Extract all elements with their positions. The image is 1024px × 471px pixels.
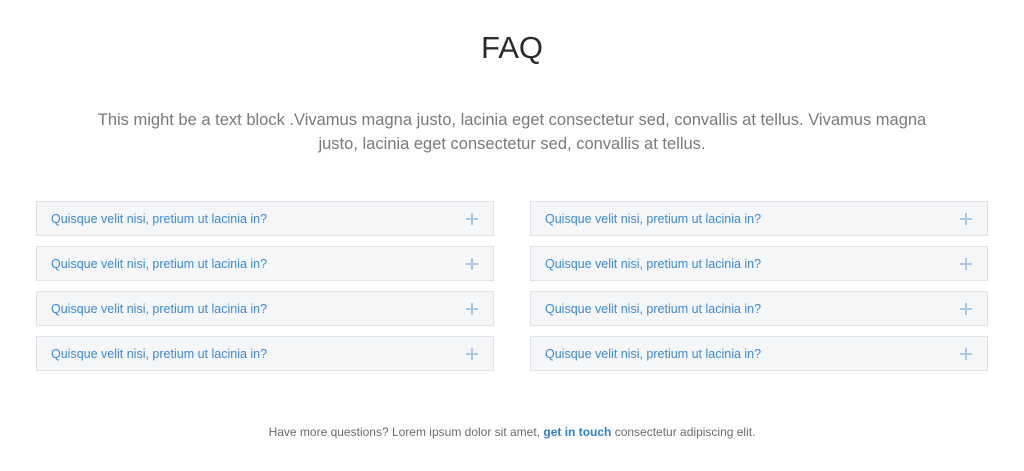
faq-item[interactable]: [530, 201, 988, 236]
faq-question: Quisque velit nisi, pretium ut lacinia in?: [545, 346, 762, 361]
page-title: FAQ: [480, 30, 543, 65]
plus-icon[interactable]: [466, 303, 478, 315]
faq-question: Quisque velit nisi, pretium ut lacinia in?: [545, 256, 762, 271]
footer-text: [0, 425, 1024, 439]
faq-column-right: [530, 201, 988, 371]
faq-item[interactable]: [530, 291, 988, 326]
plus-icon[interactable]: [960, 213, 972, 225]
plus-icon[interactable]: [960, 258, 972, 270]
faq-column-left: [36, 201, 494, 371]
get-in-touch-link[interactable]: get in touch: [543, 425, 612, 439]
faq-question: Quisque velit nisi, pretium ut lacinia in?: [51, 301, 268, 316]
faq-item[interactable]: [530, 336, 988, 371]
faq-item[interactable]: [36, 336, 494, 371]
faq-question: Quisque velit nisi, pretium ut lacinia in?: [51, 256, 268, 271]
faq-question: Quisque velit nisi, pretium ut lacinia in?: [51, 211, 268, 226]
footer-text-before: Have more questions? Lorem ipsum dolor sit amet,: [268, 425, 544, 439]
faq-question: Quisque velit nisi, pretium ut lacinia in?: [545, 301, 762, 316]
faq-question: Quisque velit nisi, pretium ut lacinia in?: [51, 346, 268, 361]
faq-question: Quisque velit nisi, pretium ut lacinia in?: [545, 211, 762, 226]
plus-icon[interactable]: [466, 213, 478, 225]
plus-icon[interactable]: [466, 258, 478, 270]
intro-text: This might be a text block .Vivamus magna justo, lacinia eget consectetur sed, convallis at tellus. Vivamus magna justo, lacinia eget consectetur sed, convallis at tellus.: [97, 111, 927, 153]
faq-item[interactable]: [36, 201, 494, 236]
faq-item[interactable]: [530, 246, 988, 281]
plus-icon[interactable]: [960, 303, 972, 315]
footer-text-after: consectetur adipiscing elit.: [611, 425, 756, 439]
plus-icon[interactable]: [466, 348, 478, 360]
faq-item[interactable]: [36, 291, 494, 326]
plus-icon[interactable]: [960, 348, 972, 360]
faq-item[interactable]: [36, 246, 494, 281]
